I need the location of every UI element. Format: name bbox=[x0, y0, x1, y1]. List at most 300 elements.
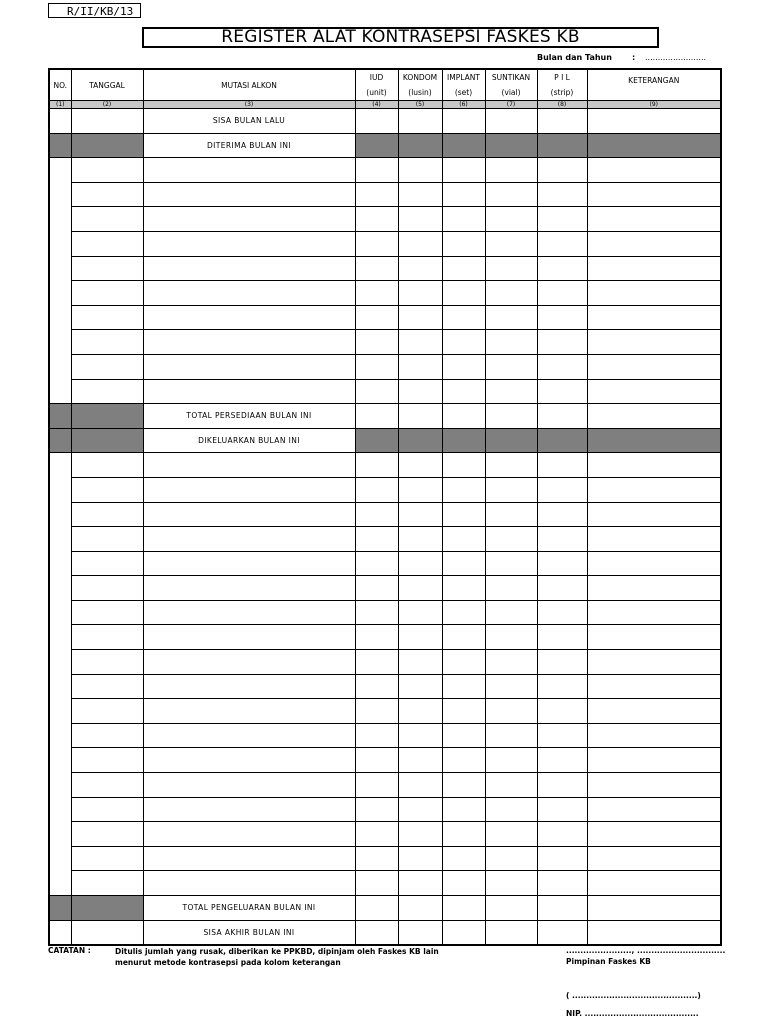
value-cell[interactable] bbox=[537, 920, 587, 945]
no-cell[interactable] bbox=[49, 109, 71, 134]
entry-cell[interactable] bbox=[485, 674, 537, 699]
entry-cell[interactable] bbox=[143, 231, 355, 256]
no-cell[interactable] bbox=[49, 231, 71, 256]
entry-cell[interactable] bbox=[537, 477, 587, 502]
entry-cell[interactable] bbox=[485, 330, 537, 355]
entry-cell[interactable] bbox=[71, 748, 143, 773]
entry-cell[interactable] bbox=[587, 773, 721, 798]
entry-cell[interactable] bbox=[71, 281, 143, 306]
entry-cell[interactable] bbox=[442, 477, 485, 502]
entry-cell[interactable] bbox=[587, 182, 721, 207]
entry-cell[interactable] bbox=[143, 527, 355, 552]
entry-cell[interactable] bbox=[355, 453, 398, 478]
entry-cell[interactable] bbox=[398, 699, 442, 724]
entry-cell[interactable] bbox=[355, 551, 398, 576]
entry-cell[interactable] bbox=[71, 797, 143, 822]
no-cell[interactable] bbox=[49, 699, 71, 724]
no-cell[interactable] bbox=[49, 748, 71, 773]
entry-cell[interactable] bbox=[442, 379, 485, 404]
entry-cell[interactable] bbox=[485, 527, 537, 552]
no-cell[interactable] bbox=[49, 822, 71, 847]
entry-cell[interactable] bbox=[485, 256, 537, 281]
no-cell[interactable] bbox=[49, 773, 71, 798]
entry-cell[interactable] bbox=[537, 551, 587, 576]
entry-cell[interactable] bbox=[143, 207, 355, 232]
entry-cell[interactable] bbox=[587, 600, 721, 625]
entry-cell[interactable] bbox=[587, 650, 721, 675]
value-cell[interactable] bbox=[587, 404, 721, 429]
entry-cell[interactable] bbox=[537, 576, 587, 601]
value-cell[interactable] bbox=[485, 920, 537, 945]
table-row bbox=[49, 379, 721, 404]
no-cell[interactable] bbox=[49, 527, 71, 552]
value-cell[interactable] bbox=[355, 920, 398, 945]
entry-cell[interactable] bbox=[587, 625, 721, 650]
entry-cell[interactable] bbox=[537, 600, 587, 625]
entry-cell[interactable] bbox=[587, 674, 721, 699]
entry-cell[interactable] bbox=[355, 625, 398, 650]
no-cell[interactable] bbox=[49, 871, 71, 896]
entry-cell[interactable] bbox=[355, 330, 398, 355]
no-cell[interactable] bbox=[49, 305, 71, 330]
entry-cell[interactable] bbox=[537, 871, 587, 896]
entry-cell[interactable] bbox=[143, 748, 355, 773]
entry-cell[interactable] bbox=[537, 773, 587, 798]
entry-cell[interactable] bbox=[143, 625, 355, 650]
value-cell[interactable] bbox=[355, 896, 398, 921]
entry-cell[interactable] bbox=[398, 477, 442, 502]
entry-cell[interactable] bbox=[71, 256, 143, 281]
entry-cell[interactable] bbox=[355, 674, 398, 699]
entry-cell[interactable] bbox=[355, 723, 398, 748]
entry-cell[interactable] bbox=[485, 281, 537, 306]
entry-cell[interactable] bbox=[442, 207, 485, 232]
entry-cell[interactable] bbox=[442, 600, 485, 625]
entry-cell[interactable] bbox=[537, 231, 587, 256]
entry-cell[interactable] bbox=[398, 527, 442, 552]
entry-cell[interactable] bbox=[355, 797, 398, 822]
entry-cell[interactable] bbox=[485, 576, 537, 601]
entry-cell[interactable] bbox=[398, 158, 442, 183]
tanggal-cell[interactable] bbox=[71, 920, 143, 945]
column-number: (4) bbox=[355, 101, 398, 109]
value-cell[interactable] bbox=[485, 109, 537, 134]
entry-cell[interactable] bbox=[355, 600, 398, 625]
no-cell[interactable] bbox=[49, 625, 71, 650]
entry-cell[interactable] bbox=[587, 207, 721, 232]
signature-date-line[interactable]: ......................., ............................... bbox=[566, 946, 726, 955]
no-cell[interactable] bbox=[49, 207, 71, 232]
entry-cell[interactable] bbox=[442, 871, 485, 896]
value-cell[interactable] bbox=[587, 920, 721, 945]
entry-cell[interactable] bbox=[485, 625, 537, 650]
entry-cell[interactable] bbox=[485, 699, 537, 724]
no-cell[interactable] bbox=[49, 182, 71, 207]
no-cell[interactable] bbox=[49, 576, 71, 601]
entry-cell[interactable] bbox=[398, 281, 442, 306]
value-cell[interactable] bbox=[355, 404, 398, 429]
entry-cell[interactable] bbox=[442, 256, 485, 281]
entry-cell[interactable] bbox=[355, 699, 398, 724]
no-cell[interactable] bbox=[49, 600, 71, 625]
entry-cell[interactable] bbox=[355, 773, 398, 798]
no-cell[interactable] bbox=[49, 846, 71, 871]
value-cell[interactable] bbox=[537, 896, 587, 921]
entry-cell[interactable] bbox=[355, 477, 398, 502]
entry-cell[interactable] bbox=[355, 256, 398, 281]
entry-cell[interactable] bbox=[587, 502, 721, 527]
entry-cell[interactable] bbox=[485, 723, 537, 748]
entry-cell[interactable] bbox=[355, 305, 398, 330]
entry-cell[interactable] bbox=[355, 354, 398, 379]
entry-cell[interactable] bbox=[537, 207, 587, 232]
mutasi-label: DIKELUARKAN BULAN INI bbox=[143, 428, 355, 453]
entry-cell[interactable] bbox=[355, 379, 398, 404]
entry-cell[interactable] bbox=[398, 207, 442, 232]
value-cell[interactable] bbox=[442, 896, 485, 921]
value-cell[interactable] bbox=[485, 896, 537, 921]
entry-cell[interactable] bbox=[442, 551, 485, 576]
entry-cell[interactable] bbox=[398, 231, 442, 256]
value-cell[interactable] bbox=[587, 896, 721, 921]
no-cell[interactable] bbox=[49, 723, 71, 748]
entry-cell[interactable] bbox=[442, 748, 485, 773]
entry-cell[interactable] bbox=[442, 797, 485, 822]
entry-cell[interactable] bbox=[442, 305, 485, 330]
entry-cell[interactable] bbox=[485, 650, 537, 675]
no-cell[interactable] bbox=[49, 502, 71, 527]
entry-cell[interactable] bbox=[442, 281, 485, 306]
value-cell[interactable] bbox=[485, 404, 537, 429]
no-cell[interactable] bbox=[49, 453, 71, 478]
entry-cell[interactable] bbox=[143, 305, 355, 330]
entry-cell[interactable] bbox=[485, 305, 537, 330]
value-cell[interactable] bbox=[442, 404, 485, 429]
entry-cell[interactable] bbox=[71, 354, 143, 379]
entry-cell[interactable] bbox=[442, 453, 485, 478]
entry-cell[interactable] bbox=[442, 773, 485, 798]
entry-cell[interactable] bbox=[442, 231, 485, 256]
value-cell[interactable] bbox=[537, 404, 587, 429]
no-cell[interactable] bbox=[49, 354, 71, 379]
entry-cell[interactable] bbox=[485, 207, 537, 232]
entry-cell[interactable] bbox=[355, 158, 398, 183]
entry-cell[interactable] bbox=[143, 846, 355, 871]
entry-cell[interactable] bbox=[71, 231, 143, 256]
entry-cell[interactable] bbox=[537, 723, 587, 748]
entry-cell[interactable] bbox=[442, 723, 485, 748]
entry-cell[interactable] bbox=[485, 600, 537, 625]
entry-cell[interactable] bbox=[442, 182, 485, 207]
entry-cell[interactable] bbox=[587, 871, 721, 896]
entry-cell[interactable] bbox=[71, 674, 143, 699]
entry-cell[interactable] bbox=[442, 674, 485, 699]
entry-cell[interactable] bbox=[485, 551, 537, 576]
entry-cell[interactable] bbox=[485, 822, 537, 847]
entry-cell[interactable] bbox=[355, 576, 398, 601]
no-cell[interactable] bbox=[49, 158, 71, 183]
entry-cell[interactable] bbox=[537, 256, 587, 281]
entry-cell[interactable] bbox=[537, 281, 587, 306]
entry-cell[interactable] bbox=[143, 502, 355, 527]
entry-cell[interactable] bbox=[485, 477, 537, 502]
entry-cell[interactable] bbox=[587, 551, 721, 576]
entry-cell[interactable] bbox=[398, 846, 442, 871]
signature-name-line[interactable]: ( ............................................) bbox=[566, 991, 701, 1000]
value-cell[interactable] bbox=[442, 109, 485, 134]
entry-cell[interactable] bbox=[398, 453, 442, 478]
no-cell[interactable] bbox=[49, 477, 71, 502]
entry-cell[interactable] bbox=[485, 379, 537, 404]
entry-cell[interactable] bbox=[143, 797, 355, 822]
entry-cell[interactable] bbox=[442, 625, 485, 650]
entry-cell[interactable] bbox=[485, 871, 537, 896]
entry-cell[interactable] bbox=[442, 822, 485, 847]
entry-cell[interactable] bbox=[485, 797, 537, 822]
entry-cell[interactable] bbox=[143, 477, 355, 502]
entry-cell[interactable] bbox=[355, 502, 398, 527]
value-cell[interactable] bbox=[537, 109, 587, 134]
entry-cell[interactable] bbox=[71, 453, 143, 478]
entry-cell[interactable] bbox=[485, 453, 537, 478]
value-cell[interactable] bbox=[355, 109, 398, 134]
value-cell[interactable] bbox=[398, 109, 442, 134]
value-cell bbox=[485, 133, 537, 158]
entry-cell[interactable] bbox=[537, 379, 587, 404]
entry-cell[interactable] bbox=[355, 207, 398, 232]
entry-cell[interactable] bbox=[398, 330, 442, 355]
entry-cell[interactable] bbox=[398, 182, 442, 207]
entry-cell[interactable] bbox=[442, 354, 485, 379]
entry-cell[interactable] bbox=[355, 231, 398, 256]
entry-cell[interactable] bbox=[398, 650, 442, 675]
entry-cell[interactable] bbox=[398, 723, 442, 748]
entry-cell[interactable] bbox=[537, 748, 587, 773]
entry-cell[interactable] bbox=[587, 330, 721, 355]
entry-cell[interactable] bbox=[71, 502, 143, 527]
value-cell[interactable] bbox=[398, 896, 442, 921]
entry-cell[interactable] bbox=[485, 748, 537, 773]
entry-cell[interactable] bbox=[71, 871, 143, 896]
entry-cell[interactable] bbox=[71, 822, 143, 847]
value-cell bbox=[537, 133, 587, 158]
entry-cell[interactable] bbox=[587, 797, 721, 822]
entry-cell[interactable] bbox=[587, 256, 721, 281]
entry-cell[interactable] bbox=[537, 502, 587, 527]
entry-cell[interactable] bbox=[143, 871, 355, 896]
value-cell[interactable] bbox=[442, 920, 485, 945]
entry-cell[interactable] bbox=[587, 379, 721, 404]
no-cell[interactable] bbox=[49, 920, 71, 945]
entry-cell[interactable] bbox=[587, 354, 721, 379]
entry-cell[interactable] bbox=[485, 231, 537, 256]
entry-cell[interactable] bbox=[398, 600, 442, 625]
entry-cell[interactable] bbox=[398, 551, 442, 576]
entry-cell[interactable] bbox=[71, 527, 143, 552]
entry-cell[interactable] bbox=[587, 477, 721, 502]
entry-cell[interactable] bbox=[485, 502, 537, 527]
entry-cell[interactable] bbox=[143, 354, 355, 379]
entry-cell[interactable] bbox=[143, 674, 355, 699]
no-cell[interactable] bbox=[49, 330, 71, 355]
entry-cell[interactable] bbox=[143, 330, 355, 355]
entry-cell[interactable] bbox=[485, 158, 537, 183]
no-cell[interactable] bbox=[49, 256, 71, 281]
entry-cell[interactable] bbox=[537, 354, 587, 379]
entry-cell[interactable] bbox=[587, 305, 721, 330]
entry-cell[interactable] bbox=[485, 182, 537, 207]
entry-cell[interactable] bbox=[71, 330, 143, 355]
header-tanggal: TANGGAL bbox=[71, 69, 143, 101]
entry-cell[interactable] bbox=[485, 773, 537, 798]
entry-cell[interactable] bbox=[398, 379, 442, 404]
entry-cell[interactable] bbox=[587, 699, 721, 724]
entry-cell[interactable] bbox=[143, 723, 355, 748]
entry-cell[interactable] bbox=[537, 305, 587, 330]
entry-cell[interactable] bbox=[537, 650, 587, 675]
entry-cell[interactable] bbox=[71, 182, 143, 207]
entry-cell[interactable] bbox=[71, 207, 143, 232]
mutasi-label: DITERIMA BULAN INI bbox=[143, 133, 355, 158]
entry-cell[interactable] bbox=[143, 281, 355, 306]
tanggal-cell[interactable] bbox=[71, 109, 143, 134]
table-row bbox=[49, 576, 721, 601]
column-number: (2) bbox=[71, 101, 143, 109]
no-cell[interactable] bbox=[49, 797, 71, 822]
no-cell bbox=[49, 404, 71, 429]
no-cell[interactable] bbox=[49, 379, 71, 404]
entry-cell[interactable] bbox=[587, 723, 721, 748]
value-cell[interactable] bbox=[398, 404, 442, 429]
table-row bbox=[49, 477, 721, 502]
entry-cell[interactable] bbox=[355, 650, 398, 675]
entry-cell[interactable] bbox=[398, 354, 442, 379]
entry-cell[interactable] bbox=[71, 600, 143, 625]
entry-cell[interactable] bbox=[71, 576, 143, 601]
entry-cell[interactable] bbox=[355, 281, 398, 306]
entry-cell[interactable] bbox=[442, 846, 485, 871]
entry-cell[interactable] bbox=[537, 158, 587, 183]
entry-cell[interactable] bbox=[587, 822, 721, 847]
entry-cell[interactable] bbox=[71, 723, 143, 748]
entry-cell[interactable] bbox=[587, 527, 721, 552]
note-label: CATATAN : bbox=[48, 946, 91, 955]
no-cell[interactable] bbox=[49, 674, 71, 699]
column-number: (9) bbox=[587, 101, 721, 109]
signature-nip[interactable]: NIP. ........................................ bbox=[566, 1009, 699, 1018]
entry-cell[interactable] bbox=[587, 846, 721, 871]
entry-cell[interactable] bbox=[587, 576, 721, 601]
entry-cell[interactable] bbox=[71, 699, 143, 724]
entry-cell[interactable] bbox=[442, 502, 485, 527]
entry-cell[interactable] bbox=[71, 650, 143, 675]
entry-cell[interactable] bbox=[398, 822, 442, 847]
value-cell[interactable] bbox=[587, 109, 721, 134]
entry-cell[interactable] bbox=[398, 797, 442, 822]
entry-cell[interactable] bbox=[398, 674, 442, 699]
entry-cell[interactable] bbox=[587, 453, 721, 478]
entry-cell[interactable] bbox=[355, 748, 398, 773]
entry-cell[interactable] bbox=[537, 182, 587, 207]
entry-cell[interactable] bbox=[442, 158, 485, 183]
entry-cell[interactable] bbox=[143, 600, 355, 625]
entry-cell[interactable] bbox=[143, 822, 355, 847]
no-cell[interactable] bbox=[49, 650, 71, 675]
entry-cell[interactable] bbox=[485, 354, 537, 379]
entry-cell[interactable] bbox=[398, 871, 442, 896]
no-cell[interactable] bbox=[49, 281, 71, 306]
entry-cell[interactable] bbox=[442, 576, 485, 601]
entry-cell[interactable] bbox=[143, 650, 355, 675]
entry-cell[interactable] bbox=[71, 773, 143, 798]
entry-cell[interactable] bbox=[537, 846, 587, 871]
entry-cell[interactable] bbox=[71, 625, 143, 650]
no-cell[interactable] bbox=[49, 551, 71, 576]
entry-cell[interactable] bbox=[143, 379, 355, 404]
period-value[interactable]: ........................ bbox=[645, 53, 707, 62]
mutasi-label: SISA AKHIR BULAN INI bbox=[143, 920, 355, 945]
entry-cell[interactable] bbox=[71, 379, 143, 404]
entry-cell[interactable] bbox=[355, 182, 398, 207]
entry-cell[interactable] bbox=[587, 281, 721, 306]
entry-cell[interactable] bbox=[398, 773, 442, 798]
entry-cell[interactable] bbox=[398, 625, 442, 650]
entry-cell[interactable] bbox=[537, 625, 587, 650]
entry-cell[interactable] bbox=[355, 822, 398, 847]
value-cell[interactable] bbox=[398, 920, 442, 945]
entry-cell[interactable] bbox=[398, 502, 442, 527]
entry-cell[interactable] bbox=[442, 650, 485, 675]
period-colon: : bbox=[632, 53, 636, 62]
entry-cell[interactable] bbox=[355, 527, 398, 552]
entry-cell[interactable] bbox=[537, 797, 587, 822]
entry-cell[interactable] bbox=[143, 182, 355, 207]
entry-cell[interactable] bbox=[71, 477, 143, 502]
entry-cell[interactable] bbox=[143, 158, 355, 183]
entry-cell[interactable] bbox=[485, 846, 537, 871]
entry-cell[interactable] bbox=[71, 551, 143, 576]
entry-cell[interactable] bbox=[143, 699, 355, 724]
entry-cell[interactable] bbox=[398, 256, 442, 281]
entry-cell[interactable] bbox=[537, 453, 587, 478]
entry-cell[interactable] bbox=[143, 773, 355, 798]
entry-cell[interactable] bbox=[143, 551, 355, 576]
entry-cell[interactable] bbox=[398, 748, 442, 773]
entry-cell[interactable] bbox=[143, 453, 355, 478]
entry-cell[interactable] bbox=[587, 158, 721, 183]
page-title: REGISTER ALAT KONTRASEPSI FASKES KB bbox=[142, 27, 659, 48]
entry-cell[interactable] bbox=[143, 576, 355, 601]
entry-cell[interactable] bbox=[537, 822, 587, 847]
entry-cell[interactable] bbox=[587, 231, 721, 256]
entry-cell[interactable] bbox=[398, 576, 442, 601]
entry-cell[interactable] bbox=[71, 305, 143, 330]
entry-cell[interactable] bbox=[355, 871, 398, 896]
entry-cell[interactable] bbox=[71, 846, 143, 871]
entry-cell[interactable] bbox=[355, 846, 398, 871]
entry-cell[interactable] bbox=[537, 527, 587, 552]
entry-cell[interactable] bbox=[442, 527, 485, 552]
entry-cell[interactable] bbox=[398, 305, 442, 330]
entry-cell[interactable] bbox=[537, 674, 587, 699]
entry-cell[interactable] bbox=[143, 256, 355, 281]
entry-cell[interactable] bbox=[537, 330, 587, 355]
entry-cell[interactable] bbox=[442, 699, 485, 724]
entry-cell[interactable] bbox=[587, 748, 721, 773]
entry-cell[interactable] bbox=[71, 158, 143, 183]
entry-cell[interactable] bbox=[442, 330, 485, 355]
entry-cell[interactable] bbox=[537, 699, 587, 724]
